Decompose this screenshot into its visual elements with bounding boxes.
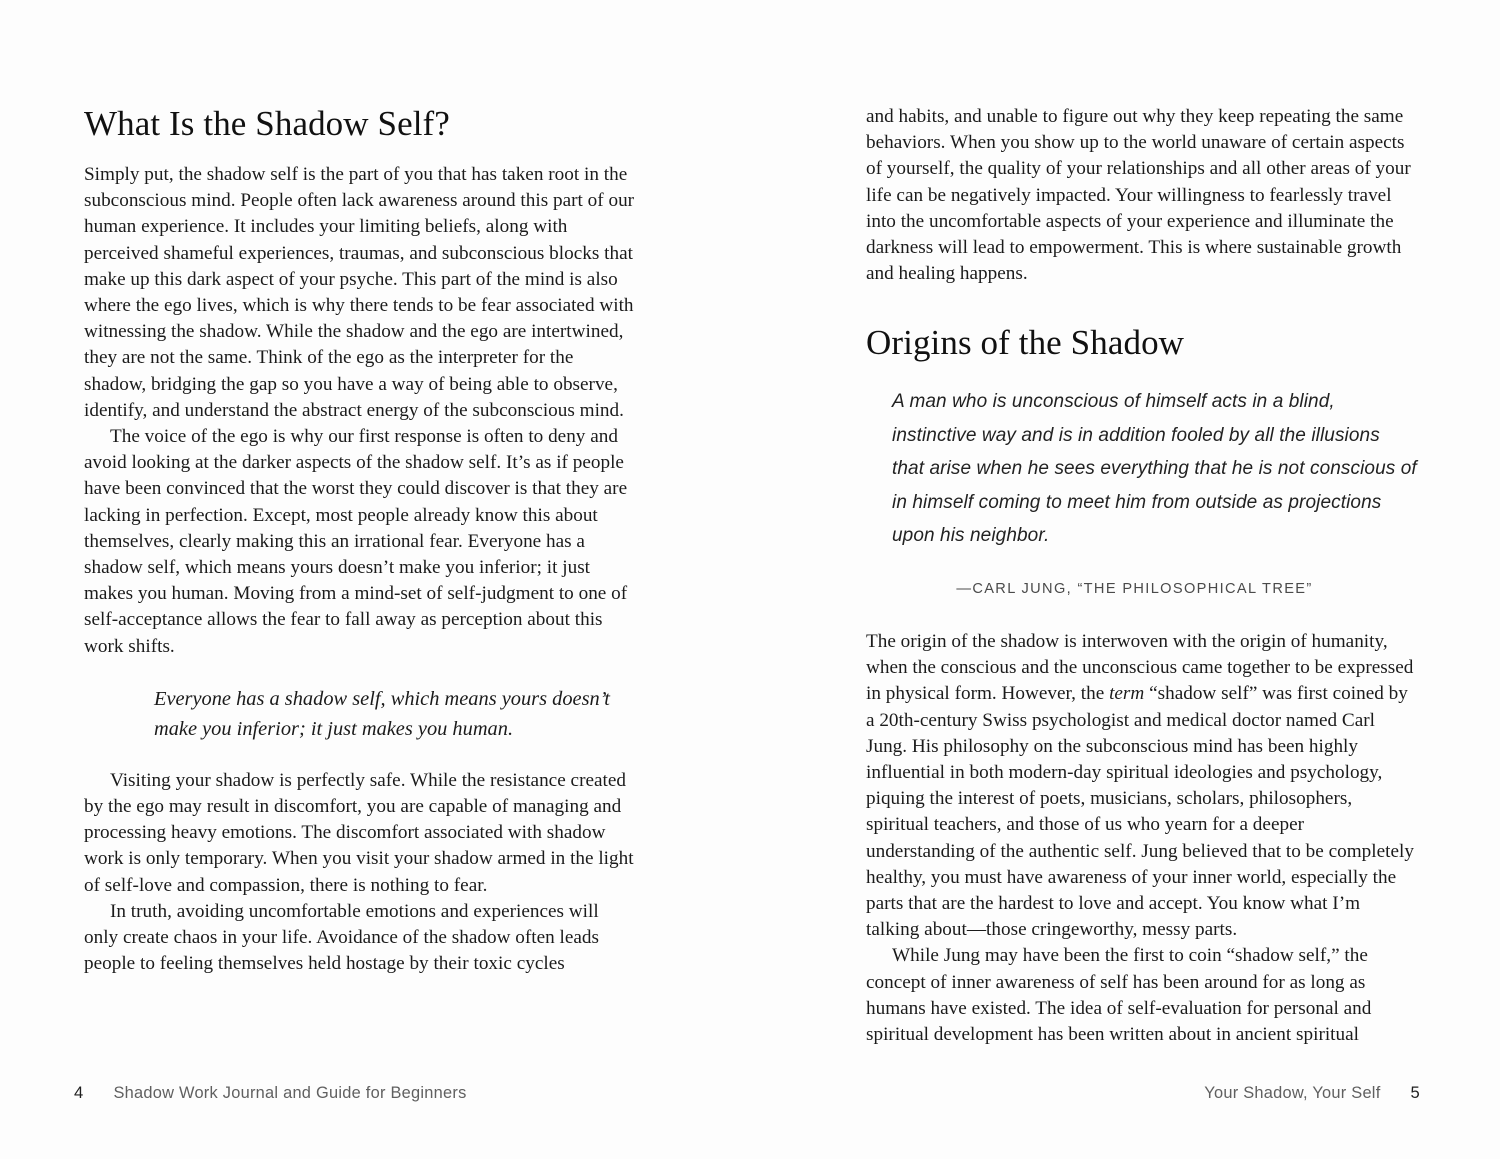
page-number: 5 bbox=[1410, 1083, 1420, 1102]
block-quote: A man who is unconscious of himself acts in a blind, instinctive way and is in addition fooled by all the illusions that arise when he sees everything that he is not conscious of in himself coming to meet him from outside as projections upon his neighbor. bbox=[892, 391, 1417, 547]
continued-paragraph: and habits, and unable to figure out why they keep repeating the same behaviors. When you show up to the world unaware of certain aspects of yourself, the quality of your relationships and all other areas of your life can be negatively impacted. Your willingness to fearlessly travel into the uncomfortable aspects of your experience and illuminate the darkness will lead to empowerment. This is where sustainable growth and healing happens. bbox=[866, 106, 1411, 285]
left-page-footer bbox=[74, 1083, 467, 1103]
left-page-text-column bbox=[84, 104, 635, 977]
quote-attribution: —CARL JUNG, “THE PHILOSOPHICAL TREE” bbox=[956, 580, 1313, 597]
section-title: Origins of the Shadow bbox=[866, 323, 1185, 363]
page-title: What Is the Shadow Self? bbox=[84, 104, 450, 143]
paragraph-text-before-italic: The origin of the shadow is interwoven with the origin of humanity, when the conscious and the unconscious came together to be expressed in physical form. However, the bbox=[866, 630, 1414, 705]
body-paragraph: Simply put, the shadow self is the part of you that has taken root in the subconscious mind. People often lack awareness around this part of our human experience. It includes your limiting beliefs, along with perceived shameful experiences, traumas, and subconscious blocks that make up this dark aspect of your psyche. This part of the mind is also where the ego lives, which is why there tends to be fear associated with witnessing the shadow. While the shadow and the ego are intertwined, they are not the same. Think of the ego as the interpreter for the shadow, bridging the gap so you have a way of being able to observe, identify, and understand the abstract energy of the subconscious mind. bbox=[84, 164, 635, 421]
body-paragraph: In truth, avoiding uncomfortable emotions and experiences will only create chaos in your life. Avoidance of the shadow often leads people to feeling themselves held hostage by their toxic cycles bbox=[84, 900, 600, 975]
page-number: 4 bbox=[74, 1083, 84, 1102]
body-paragraph: Visiting your shadow is perfectly safe. While the resistance created by the ego may result in discomfort, you are capable of managing and processing heavy emotions. The discomfort associated with shadow work is only temporary. When you visit your shadow armed in the light of self-love and compassion, there is nothing to fear. bbox=[84, 769, 634, 896]
right-page-footer bbox=[1204, 1083, 1420, 1103]
body-paragraph bbox=[866, 629, 1417, 943]
italic-term: term bbox=[1109, 683, 1145, 705]
body-paragraph: While Jung may have been the first to coin “shadow self,” the concept of inner awareness of self has been around for as long as humans have existed. The idea of self-evaluation for personal and spiritual development has been written about in ancient spiritual bbox=[866, 945, 1372, 1045]
pull-quote: Everyone has a shadow self, which means yours doesn’t make you inferior; it just makes you human. bbox=[154, 687, 610, 740]
running-head: Shadow Work Journal and Guide for Beginners bbox=[113, 1084, 467, 1102]
body-paragraph: The voice of the ego is why our first response is often to deny and avoid looking at the darker aspects of the shadow self. It’s as if people have been convinced that the worst they could discover is that they are lacking in perfection. Except, most people already know this about themselves, clearly making this an irrational fear. Everyone has a shadow self, which means yours doesn’t make you inferior; it just makes you human. Moving from a mind-set of self-judgment to one of self-acceptance allows the fear to fall away as perception about this work shifts. bbox=[84, 426, 628, 657]
running-head: Your Shadow, Your Self bbox=[1204, 1084, 1381, 1102]
right-page bbox=[750, 0, 1500, 1159]
paragraph-text-after-italic: “shadow self” was first coined by a 20th-century Swiss psychologist and medical doctor named Carl Jung. His philosophy on the subconscious mind has been highly influential in both modern-day spiritual ideologies and psychology, piquing the interest of poets, musicians, scholars, philosophers, spiritual teachers, and those of us who yearn for a deeper understanding of the authentic self. Jung believed that to be completely healthy, you must have awareness of your inner world, especially the parts that are the hardest to love and accept. You know what I’m talking about—those cringeworthy, messy parts. bbox=[866, 683, 1414, 941]
right-page-text-column bbox=[866, 104, 1417, 1048]
